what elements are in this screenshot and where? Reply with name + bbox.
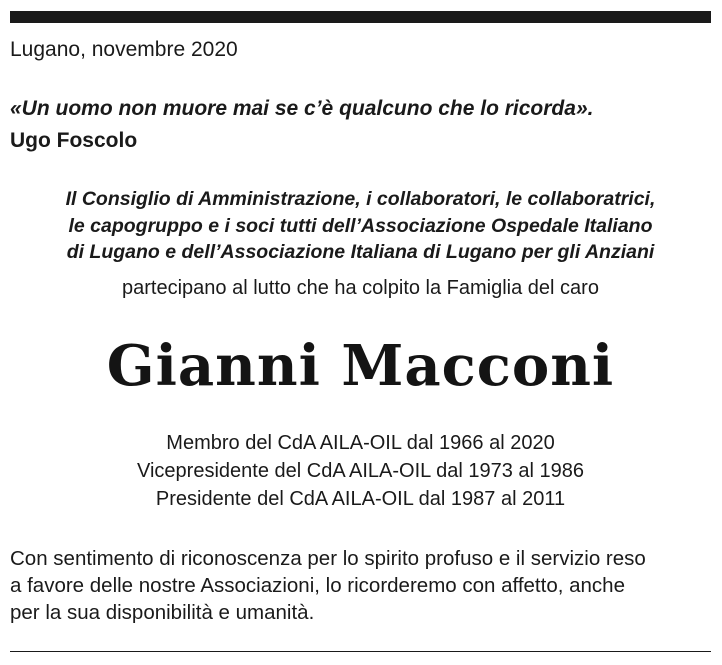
bottom-divider-line <box>10 651 711 652</box>
closing-message <box>10 545 720 626</box>
place-date: Lugano, novembre 2020 <box>10 38 238 61</box>
senders-line: Il Consiglio di Amministrazione, i collaboratori, le collaboratrici, <box>65 188 656 210</box>
quote-text: «Un uomo non muore mai se c’è qualcuno che lo ricorda». <box>10 97 594 120</box>
closing-line: per la sua disponibilità e umanità. <box>10 601 315 624</box>
participation-text: partecipano al lutto che ha colpito la Famiglia del caro <box>122 277 599 299</box>
role-line: Vicepresidente del CdA AILA-OIL dal 1973 al 1986 <box>137 460 584 482</box>
roles-list <box>10 429 711 513</box>
closing-line: Con sentimento di riconoscenza per lo spirito profuso e il servizio reso <box>10 547 646 570</box>
senders-line: le capogruppo e i soci tutti dell’Associazione Ospedale Italiano <box>68 214 653 237</box>
role-line: Presidente del CdA AILA-OIL dal 1987 al 2011 <box>155 488 566 510</box>
deceased-name: Gianni Macconi <box>106 333 615 399</box>
senders-block <box>10 186 711 266</box>
senders-line: di Lugano e dell’Associazione Italiana di Lugano per gli Anziani <box>66 241 655 263</box>
closing-line: a favore delle nostre Associazioni, lo ricorderemo con affetto, anche <box>10 574 625 597</box>
quote-author: Ugo Foscolo <box>10 129 138 152</box>
top-divider-bar <box>10 11 711 23</box>
role-line: Membro del CdA AILA-OIL dal 1966 al 2020 <box>166 432 555 454</box>
